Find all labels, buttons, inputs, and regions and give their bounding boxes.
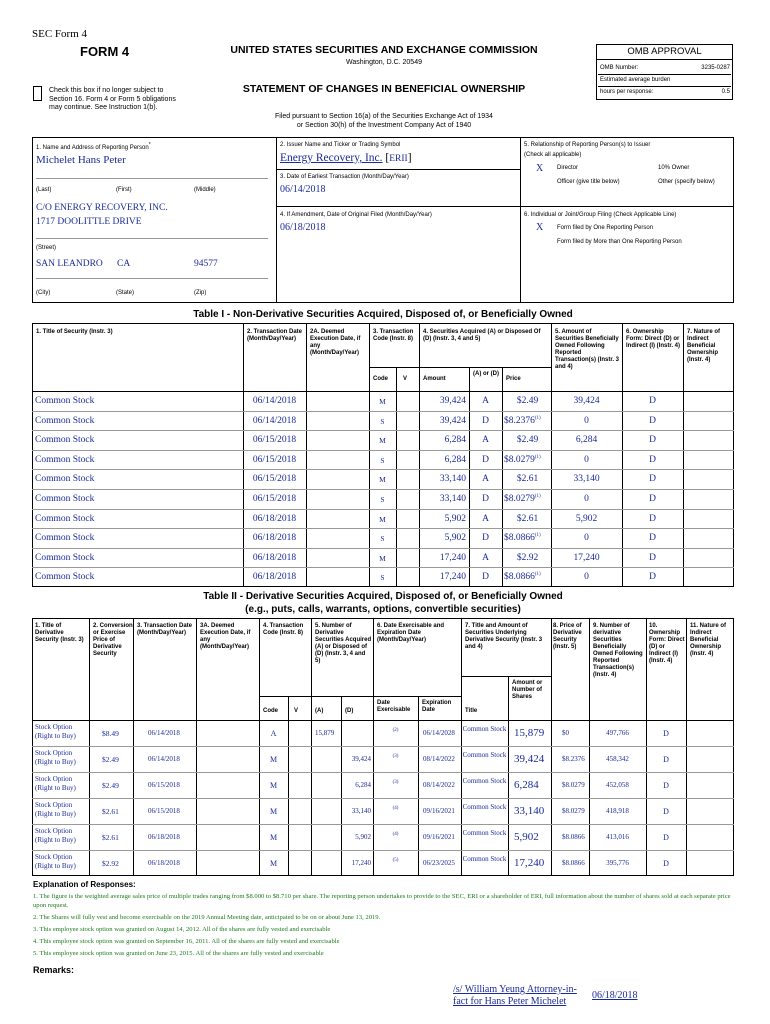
t1-row-title: Common Stock [35, 435, 95, 446]
t1-row-owned: 33,140 [573, 474, 600, 485]
t2-row-owned: 395,776 [606, 859, 629, 867]
t2-row-conv: $2.61 [102, 833, 119, 842]
box5-label: 5. Relationship of Reporting Person(s) to Issuer [524, 142, 651, 148]
t2-h3: 3. Transaction Date (Month/Day/Year) [137, 623, 193, 636]
t1-row-amount: 17,240 [439, 552, 466, 563]
t2-row-a: 15,879 [315, 729, 335, 737]
multi-person-label: Form filed by More than One Reporting Person [557, 239, 682, 245]
omb-number-label: OMB Number: [600, 65, 639, 71]
t2-row-line [32, 798, 734, 799]
t1-row-line [32, 469, 734, 470]
t2-exp: Expiration Date [422, 700, 452, 713]
t1-row-price-value: $8.0279 [504, 454, 535, 465]
t2-row-d: 17,240 [351, 859, 371, 867]
t2-row-exp: 08/14/2022 [423, 755, 455, 763]
t1-row-price [504, 396, 551, 406]
t2-row-form: D [663, 755, 669, 764]
t1-row-amount: 6,284 [444, 435, 466, 446]
t1-row-price-value: $8.0866 [504, 572, 535, 583]
amendment-date: 06/18/2018 [280, 222, 326, 233]
t2-row-uamt: 5,902 [514, 831, 539, 843]
t1-row-amount: 39,424 [439, 396, 466, 406]
t2-row-title: Stock Option (Right to Buy) [35, 723, 76, 740]
t2-row-form: D [663, 781, 669, 790]
director-check: X [536, 163, 544, 174]
t1-h3: 3. Transaction Code (Instr. 8) [373, 329, 414, 342]
t2-row-uamt: 39,424 [514, 753, 545, 765]
city-value: SAN LEANDRO [36, 259, 103, 269]
agency-name: UNITED STATES SECURITIES AND EXCHANGE COMMISSION [230, 44, 538, 56]
t1-row-price-footnote: (1) [534, 415, 541, 421]
t2-row-form: D [663, 807, 669, 816]
t2-row-date: 06/14/2018 [148, 729, 180, 737]
t1-row-amount: 33,140 [439, 494, 466, 504]
t1-row-form: D [649, 454, 656, 465]
box5-sub: (Check all applicable) [524, 152, 582, 158]
t1-row-code: S [380, 416, 385, 426]
t2-h6: 6. Date Exercisable and Expiration Date (Month/Day/Year) [377, 623, 445, 643]
t1-row-owned: 17,240 [573, 552, 600, 563]
t1-aord: (A) or (D) [473, 371, 499, 377]
filed-line-1: Filed pursuant to Section 16(a) of the Securities Exchange Act of 1934 [275, 113, 493, 120]
omb-hours-label: hours per response: [600, 89, 654, 95]
address-line-1: C/O ENERGY RECOVERY, INC. [36, 203, 168, 213]
t1-row-owned: 0 [584, 415, 589, 426]
t1-row-code: M [379, 436, 386, 446]
t2-row-exp: 09/16/2021 [423, 807, 455, 815]
omb-title: OMB APPROVAL [627, 46, 702, 57]
t2-row-title: Stock Option (Right to Buy) [35, 827, 76, 844]
t1-h4: 4. Securities Acquired (A) or Disposed Of (D) (Instr. 3, 4 and 5) [423, 329, 541, 342]
form-title: FORM 4 [80, 44, 130, 59]
t1-row-price [504, 474, 551, 484]
t2-v: V [294, 708, 299, 714]
t2-row-code: M [269, 755, 278, 764]
t1-row-price-footnote: (1) [534, 572, 541, 578]
t2-row-owned: 413,016 [606, 833, 629, 841]
t2-h11: 11. Nature of Indirect Beneficial Ownership (Instr. 4) [690, 623, 727, 657]
t2-row-d: 5,902 [355, 833, 371, 841]
box2-label: 2. Issuer Name and Ticker or Trading Symbol [280, 142, 401, 148]
t2-row-line [32, 850, 734, 851]
t2-row-owned: 458,342 [606, 755, 629, 763]
t1-row-ad: D [482, 533, 489, 544]
t1-code: Code [373, 376, 388, 382]
t1-row-date: 06/14/2018 [252, 415, 297, 426]
agency-location: Washington, D.C. 20549 [345, 59, 422, 66]
t1-row-title: Common Stock [35, 533, 95, 544]
t1-row-line [32, 450, 734, 451]
t2-title-col: Title [465, 708, 478, 714]
t2-row-price: $0 [562, 729, 569, 737]
tenpct-label: 10% Owner [658, 165, 690, 171]
t2-row-owned: 497,766 [606, 729, 629, 737]
t2-row-form: D [663, 859, 669, 868]
t1-row-date: 06/15/2018 [252, 494, 297, 504]
t2-row-utitle: Common Stock [462, 855, 507, 863]
footnote-5: 5. This employee stock option was granted on June 23, 2015. All of the shares are fully vested and exercisable [33, 950, 324, 957]
zip-value: 94577 [194, 259, 218, 269]
signature-name: /s/ William Yeung Attorney-in- fact for Hans Peter Michelet [453, 984, 577, 1007]
t1-row-price [504, 533, 551, 543]
t1-row-ad: A [482, 552, 489, 563]
t2-amount-col: Amount or Number of Shares [512, 680, 543, 700]
statement-title: STATEMENT OF CHANGES IN BENEFICIAL OWNERSHIP [242, 83, 526, 95]
t2-row-owned: 452,058 [606, 781, 629, 789]
t2-row-d: 33,140 [351, 807, 371, 815]
t1-row-price [504, 494, 551, 504]
t1-row-form: D [649, 513, 656, 524]
t2-date-ex: Date Exercisable [377, 700, 411, 713]
t1-row-title: Common Stock [35, 474, 95, 485]
t1-row-price-value: $2.92 [516, 552, 539, 563]
t2-row-exp: 08/14/2022 [423, 781, 455, 789]
t2-row-code: A [270, 729, 277, 738]
t1-h2: 2. Transaction Date (Month/Day/Year) [247, 329, 303, 342]
t1-row-amount: 17,240 [439, 572, 466, 583]
filed-line-2: or Section 30(h) of the Investment Company Act of 1940 [296, 122, 472, 129]
t2-h9: 9. Number of derivative Securities Beneficially Owned Following Reported Transaction(s) (Instr. 4) [593, 623, 643, 678]
t1-row-owned: 0 [584, 454, 589, 465]
t1-row-ad: D [482, 572, 489, 583]
omb-hours: 0.5 [721, 89, 730, 95]
t1-row-price [504, 416, 551, 426]
t1-row-price-footnote: (1) [534, 494, 541, 499]
t2-row-dex: (4) [392, 832, 399, 837]
t2-row-price: $8.0279 [562, 781, 585, 789]
t1-row-price [504, 572, 551, 582]
t1-row-code: M [379, 397, 386, 406]
t1-row-code: S [380, 495, 385, 504]
t1-row-line [32, 411, 734, 412]
t2-row-date: 06/18/2018 [148, 833, 180, 841]
earliest-transaction-date: 06/14/2018 [280, 184, 326, 195]
t1-row-form: D [649, 396, 656, 406]
t2-row-price: $8.0866 [562, 859, 585, 867]
signature-date: 06/18/2018 [592, 990, 638, 1001]
t2-row-date: 06/15/2018 [148, 807, 180, 815]
t1-row-date: 06/18/2018 [252, 533, 297, 544]
t1-row-line [32, 430, 734, 431]
reporting-person-name: Michelet Hans Peter [36, 154, 126, 166]
address-line-2: 1717 DOOLITTLE DRIVE [36, 217, 142, 227]
t2-row-form: D [663, 729, 669, 738]
t1-row-owned: 0 [584, 494, 589, 504]
footnote-1: 1. The figure is the weighted average sales price of multiple trades ranging from $8.000 to $8.710 per share. The reporting person undertakes to provide to the SEC, ERI or a shareholder of ERI, full information about the number of shares sold at each separate price upon request. [33, 893, 731, 909]
t1-row-date: 06/14/2018 [252, 396, 297, 406]
t1-row-price [504, 455, 551, 465]
t1-row-code: S [380, 534, 385, 544]
t2-h8: 8. Price of Derivative Security (Instr. 5) [553, 623, 582, 650]
section16-checkbox[interactable] [33, 86, 42, 101]
footnote-2: 2. The Shares will fully vest and become exercisable on the 2019 Annual Meeting date, anticipated to be on or about June 13, 2019. [33, 914, 381, 921]
t1-row-code: M [379, 514, 386, 524]
t1-row-ad: A [482, 396, 489, 406]
t2-row-price: $8.2376 [562, 755, 585, 763]
table2-subtitle: (e.g., puts, calls, warrants, options, convertible securities) [245, 604, 521, 615]
t1-row-price [504, 553, 551, 563]
t1-row-price-footnote: (1) [534, 533, 541, 539]
table1-title: Table I - Non-Derivative Securities Acquired, Disposed of, or Beneficially Owned [193, 309, 573, 320]
t1-h6: 6. Ownership Form: Direct (D) or Indirect (I) (Instr. 4) [626, 329, 681, 349]
t1-row-title: Common Stock [35, 396, 95, 406]
t2-row-uamt: 15,879 [514, 727, 545, 739]
t1-row-amount: 5,902 [444, 513, 466, 524]
t1-row-date: 06/15/2018 [252, 435, 297, 446]
t2-row-d: 6,284 [355, 781, 371, 789]
footnotes [33, 892, 733, 961]
t2-row-form: D [663, 833, 669, 842]
t1-row-form: D [649, 415, 656, 426]
t2-row-date: 06/14/2018 [148, 755, 180, 763]
t1-row-owned: 6,284 [575, 435, 598, 446]
t1-row-amount: 39,424 [439, 415, 466, 426]
t2-row-code: M [269, 859, 278, 868]
t1-row-price-value: $2.49 [516, 396, 539, 406]
t1-h5: 5. Amount of Securities Beneficially Owned Following Reported Transaction(s) (Instr. 3 and 4) [555, 329, 620, 370]
t1-row-ad: D [482, 415, 489, 426]
t2-row-title: Stock Option (Right to Buy) [35, 749, 76, 766]
t2-row-price: $8.0279 [562, 807, 585, 815]
t1-row-ad: A [482, 435, 489, 446]
t2-row-conv: $2.92 [102, 859, 119, 868]
t1-row-owned: 5,902 [575, 513, 598, 524]
t2-row-dex: (3) [392, 754, 399, 759]
t1-row-code: M [379, 475, 386, 485]
t2-h10: 10. Ownership Form: Direct (D) or Indirect (I) (Instr. 4) [649, 623, 685, 664]
t1-h2a: 2A. Deemed Execution Date, if any (Month/Day/Year) [310, 329, 361, 356]
t2-row-uamt: 33,140 [514, 805, 545, 817]
t1-row-date: 06/15/2018 [252, 454, 297, 465]
t2-row-uamt: 17,240 [514, 857, 545, 869]
t2-row-utitle: Common Stock [462, 777, 507, 785]
t1-row-title: Common Stock [35, 572, 95, 583]
t2-row-exp: 09/16/2021 [423, 833, 455, 841]
street-label: (Street) [36, 245, 57, 251]
t1-row-date: 06/15/2018 [252, 474, 297, 485]
t2-row-utitle: Common Stock [462, 803, 507, 811]
t1-row-price [504, 514, 551, 524]
t1-row-amount: 33,140 [439, 474, 466, 485]
t2-row-title: Stock Option (Right to Buy) [35, 775, 76, 792]
state-label: (State) [116, 290, 135, 296]
t1-price: Price [506, 376, 521, 382]
t2-row-dex: (4) [392, 806, 399, 811]
t1-row-price-footnote: (1) [534, 454, 541, 460]
t1-row-owned: 0 [584, 533, 589, 544]
t2-h4: 4. Transaction Code (Instr. 8) [263, 623, 304, 636]
t2-d: (D) [345, 708, 354, 714]
t1-row-form: D [649, 474, 656, 485]
checkbox-text: Check this box if no longer subject to Section 16. Form 4 or Form 5 obligations may continue. See Instruction 1(b). [49, 87, 176, 111]
t1-row-code: M [379, 553, 386, 563]
t1-row-date: 06/18/2018 [252, 572, 297, 583]
t2-row-utitle: Common Stock [462, 829, 507, 837]
t1-row-ad: D [482, 494, 489, 504]
state-value: CA [117, 259, 131, 269]
other-label: Other (specify below) [658, 179, 715, 185]
t2-row-conv: $8.49 [102, 729, 119, 738]
t2-row-conv: $2.49 [102, 781, 119, 790]
t2-row-title: Stock Option (Right to Buy) [35, 801, 76, 818]
t2-row-line [32, 746, 734, 747]
box6-label: 6. Individual or Joint/Group Filing (Check Applicable Line) [524, 212, 677, 218]
t1-h1: 1. Title of Security (Instr. 3) [36, 329, 113, 335]
t2-row-line [32, 772, 734, 773]
t2-row-price: $8.0866 [562, 833, 585, 841]
t1-row-date: 06/18/2018 [252, 552, 297, 563]
one-person-label: Form filed by One Reporting Person [557, 225, 654, 231]
t2-row-utitle: Common Stock [462, 751, 507, 759]
t2-row-owned: 418,918 [606, 807, 629, 815]
t2-row-uamt: 6,284 [514, 779, 539, 791]
table2-title: Table II - Derivative Securities Acquired, Disposed of, or Beneficially Owned [203, 591, 563, 602]
box1-label: 1. Name and Address of Reporting Person* [36, 142, 151, 151]
t1-row-line [32, 548, 734, 549]
t1-row-price-value: $2.61 [516, 513, 539, 524]
table2 [32, 618, 734, 876]
t1-row-title: Common Stock [35, 415, 95, 426]
box3-label: 3. Date of Earliest Transaction (Month/Day/Year) [280, 174, 409, 180]
last-label: (Last) [36, 187, 52, 193]
t2-h2: 2. Conversion or Exercise Price of Derivative Security [93, 623, 133, 657]
t2-row-code: M [269, 781, 278, 790]
t1-row-title: Common Stock [35, 454, 95, 465]
officer-label: Officer (give title below) [557, 179, 620, 185]
t2-row-date: 06/15/2018 [148, 781, 180, 789]
footnote-4: 4. This employee stock option was granted on September 16, 2011. All of the shares are fully vested and exercisable [33, 938, 340, 945]
t1-row-form: D [649, 494, 656, 504]
t1-row-owned: 39,424 [573, 396, 600, 406]
t2-a: (A) [315, 708, 324, 714]
t1-row-line [32, 567, 734, 568]
t1-row-ad: D [482, 454, 489, 465]
t2-row-code: M [269, 807, 278, 816]
t1-amount: Amount [423, 376, 446, 382]
t1-row-title: Common Stock [35, 513, 95, 524]
t1-row-title: Common Stock [35, 494, 95, 504]
t1-v: V [403, 376, 408, 382]
t2-row-date: 06/18/2018 [148, 859, 180, 867]
t2-row-conv: $2.49 [102, 755, 119, 764]
t1-row-form: D [649, 552, 656, 563]
t1-row-price-value: $8.0866 [504, 533, 535, 544]
t2-row-conv: $2.61 [102, 807, 119, 816]
t1-row-title: Common Stock [35, 552, 95, 563]
t1-row-code: S [380, 455, 385, 465]
table1 [32, 323, 734, 587]
director-label: Director [557, 165, 579, 171]
t1-row-form: D [649, 572, 656, 583]
doc-label: SEC Form 4 [32, 28, 88, 40]
t1-row-form: D [649, 435, 656, 446]
middle-label: (Middle) [194, 187, 216, 193]
t1-row-owned: 0 [584, 572, 589, 583]
remarks-title: Remarks: [33, 965, 75, 975]
t1-row-amount: 5,902 [444, 533, 466, 544]
issuer-name: Energy Recovery, Inc. [ERII] [280, 152, 412, 164]
t2-row-d: 39,424 [351, 755, 371, 763]
t1-row-amount: 6,284 [444, 454, 466, 465]
t2-row-line [32, 824, 734, 825]
t2-row-utitle: Common Stock [462, 725, 507, 733]
city-label: (City) [36, 290, 51, 296]
box4-label: 4. If Amendment, Date of Original Filed (Month/Day/Year) [280, 212, 432, 218]
t1-row-price-value: $8.0279 [504, 494, 535, 505]
t2-row-title: Stock Option (Right to Buy) [35, 853, 76, 870]
t2-row-dex: (2) [392, 728, 399, 733]
t1-row-line [32, 509, 734, 510]
omb-burden-label: Estimated average burden [600, 77, 671, 83]
t1-row-form: D [649, 533, 656, 544]
t2-row-dex: (3) [392, 780, 399, 785]
t2-code: Code [263, 708, 278, 714]
t2-row-exp: 06/23/2025 [423, 859, 455, 867]
t2-row-exp: 06/14/2028 [423, 729, 455, 737]
t2-h7: 7. Title and Amount of Securities Underlying Derivative Security (Instr. 3 and 4) [465, 623, 543, 650]
t1-row-ad: A [482, 513, 489, 524]
zip-label: (Zip) [194, 290, 207, 296]
first-label: (First) [116, 187, 132, 193]
t1-row-price [504, 435, 551, 445]
t1-row-ad: A [482, 474, 489, 485]
t2-row-code: M [269, 833, 278, 842]
t1-row-date: 06/18/2018 [252, 513, 297, 524]
omb-number: 3235-0287 [701, 65, 730, 71]
t2-h1: 1. Title of Derivative Security (Instr. 3) [35, 623, 84, 643]
t1-row-price-value: $8.2376 [504, 415, 535, 426]
t1-h7: 7. Nature of Indirect Beneficial Ownership (Instr. 4) [687, 329, 721, 363]
footnote-3: 3. This employee stock option was granted on August 14, 2012. All of the shares are fully vested and exercisable [33, 926, 331, 933]
t2-row-dex: (5) [392, 858, 399, 863]
t1-row-line [32, 528, 734, 529]
t2-h3a: 3A. Deemed Execution Date, if any (Month/Day/Year) [200, 623, 251, 650]
one-person-check: X [536, 222, 544, 233]
t2-h5: 5. Number of Derivative Securities Acquired (A) or Disposed of (D) (Instr. 3, 4 and 5) [315, 623, 372, 664]
t1-row-price-value: $2.49 [516, 435, 539, 446]
t1-row-price-value: $2.61 [516, 474, 539, 485]
t1-row-code: S [380, 573, 385, 583]
explanation-title: Explanation of Responses: [33, 880, 136, 889]
t1-row-line [32, 489, 734, 490]
